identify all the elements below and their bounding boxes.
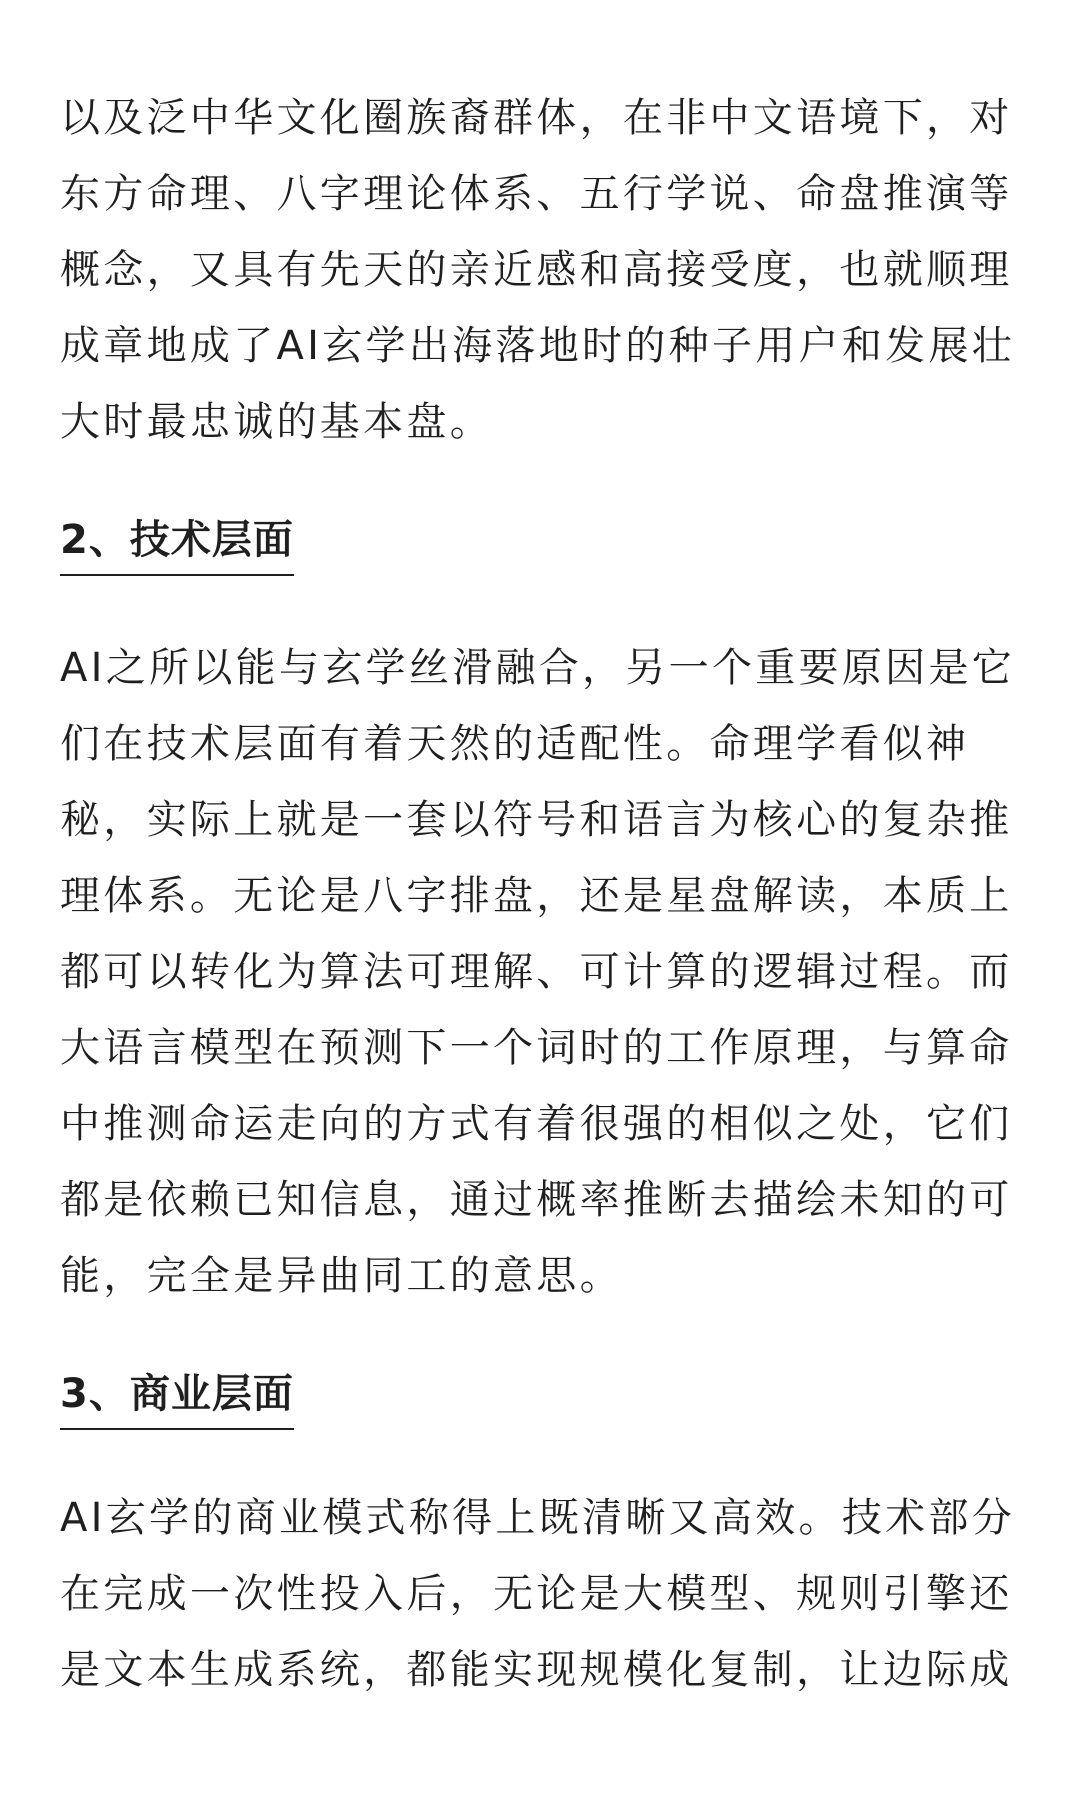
paragraph-line: 概念，又具有先天的亲近感和高接受度，也就顺理 bbox=[60, 247, 1013, 293]
paragraph-business bbox=[60, 1480, 1020, 1708]
paragraph-line: 东方命理、八字理论体系、五行学说、命盘推演等 bbox=[60, 171, 1013, 217]
paragraph-technology bbox=[60, 630, 1020, 1314]
paragraph-line: AI玄学的商业模式称得上既清晰又高效。技术部分 bbox=[60, 1495, 1016, 1541]
paragraph-line: 在完成一次性投入后，无论是大模型、规则引擎还 bbox=[60, 1571, 1013, 1617]
paragraph-line: 以及泛中华文化圈族裔群体，在非中文语境下，对 bbox=[60, 95, 1013, 141]
section-heading-business: 3、商业层面 bbox=[60, 1364, 294, 1430]
paragraph-line: 中推测命运走向的方式有着很强的相似之处，它们 bbox=[60, 1101, 1013, 1147]
paragraph-line: 都可以转化为算法可理解、可计算的逻辑过程。而 bbox=[60, 949, 1013, 995]
paragraph-line: 秘，实际上就是一套以符号和语言为核心的复杂推 bbox=[60, 797, 1013, 843]
paragraph-line: 能，完全是异曲同工的意思。 bbox=[60, 1253, 623, 1299]
section-heading-technology: 2、技术层面 bbox=[60, 510, 294, 576]
paragraph-line: 们在技术层面有着天然的适配性。命理学看似神 bbox=[60, 721, 970, 767]
paragraph-line: 成章地成了AI玄学出海落地时的种子用户和发展壮 bbox=[60, 323, 1016, 369]
paragraph-line: 大时最忠诚的基本盘。 bbox=[60, 399, 493, 445]
paragraph-audience bbox=[60, 80, 1020, 460]
paragraph-line: 理体系。无论是八字排盘，还是星盘解读，本质上 bbox=[60, 873, 1013, 919]
paragraph-line: 都是依赖已知信息，通过概率推断去描绘未知的可 bbox=[60, 1177, 1013, 1223]
paragraph-line: 是文本生成系统，都能实现规模化复制，让边际成 bbox=[60, 1647, 1013, 1693]
paragraph-line: AI之所以能与玄学丝滑融合，另一个重要原因是它 bbox=[60, 645, 1016, 691]
paragraph-line: 大语言模型在预测下一个词时的工作原理，与算命 bbox=[60, 1025, 1013, 1071]
